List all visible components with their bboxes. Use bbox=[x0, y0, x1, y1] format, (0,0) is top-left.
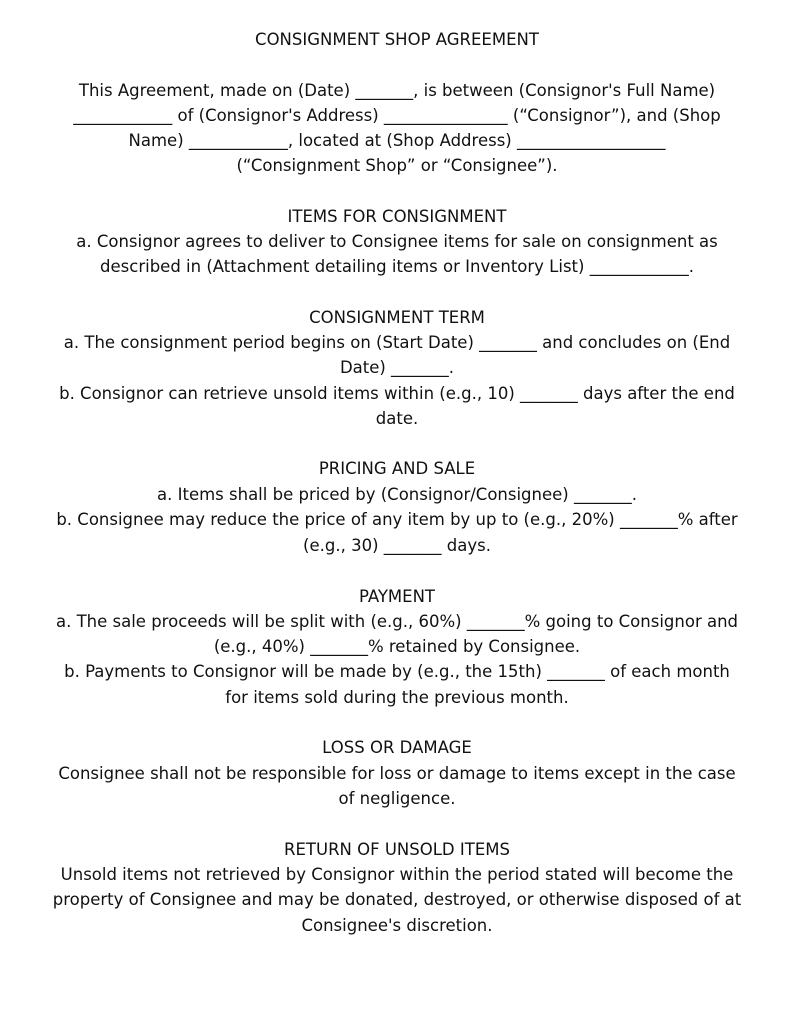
section-heading-pricing: PRICING AND SALE bbox=[318, 459, 476, 478]
section-line: b. Payments to Consignor will be made by (e.g., the 15th) _______ of each month bbox=[64, 662, 730, 681]
intro-line: ____________ of (Consignor's Address) _______________ (“Consignor”), and (Shop bbox=[73, 106, 721, 125]
section-heading-items: ITEMS FOR CONSIGNMENT bbox=[287, 207, 507, 226]
section-line: of negligence. bbox=[338, 789, 456, 808]
section-line: b. Consignor can retrieve unsold items within (e.g., 10) _______ days after the end bbox=[59, 384, 735, 403]
section-line: a. The sale proceeds will be split with (e.g., 60%) _______% going to Consignor and bbox=[55, 612, 739, 631]
section-line: Consignee's discretion. bbox=[301, 916, 493, 935]
section-line: for items sold during the previous month. bbox=[225, 688, 569, 707]
section-line: date. bbox=[375, 409, 419, 428]
section-heading-payment: PAYMENT bbox=[358, 587, 436, 606]
section-line: Consignee shall not be responsible for loss or damage to items except in the case bbox=[58, 764, 736, 783]
intro-line: Name) ____________, located at (Shop Address) __________________ bbox=[128, 131, 666, 150]
section-line: Unsold items not retrieved by Consignor within the period stated will become the bbox=[60, 865, 734, 884]
section-heading-term: CONSIGNMENT TERM bbox=[309, 308, 485, 327]
section-line: described in (Attachment detailing items or Inventory List) ____________. bbox=[100, 257, 694, 276]
section-line: Date) _______. bbox=[339, 358, 455, 377]
section-line: (e.g., 30) _______ days. bbox=[303, 536, 491, 555]
section-heading-loss: LOSS OR DAMAGE bbox=[322, 738, 472, 757]
section-line: a. The consignment period begins on (Start Date) _______ and concludes on (End bbox=[63, 333, 731, 352]
section-line: a. Consignor agrees to deliver to Consignee items for sale on consignment as bbox=[76, 232, 718, 251]
document-title: CONSIGNMENT SHOP AGREEMENT bbox=[255, 30, 539, 49]
intro-line: (“Consignment Shop” or “Consignee”). bbox=[236, 156, 558, 175]
intro-line: This Agreement, made on (Date) _______, is between (Consignor's Full Name) bbox=[78, 81, 716, 100]
section-line: a. Items shall be priced by (Consignor/Consignee) _______. bbox=[157, 485, 637, 504]
section-line: (e.g., 40%) _______% retained by Consignee. bbox=[213, 637, 581, 656]
section-heading-return: RETURN OF UNSOLD ITEMS bbox=[284, 840, 510, 859]
section-line: property of Consignee and may be donated, destroyed, or otherwise disposed of at bbox=[52, 890, 742, 909]
section-line: b. Consignee may reduce the price of any item by up to (e.g., 20%) _______% after bbox=[56, 510, 738, 529]
